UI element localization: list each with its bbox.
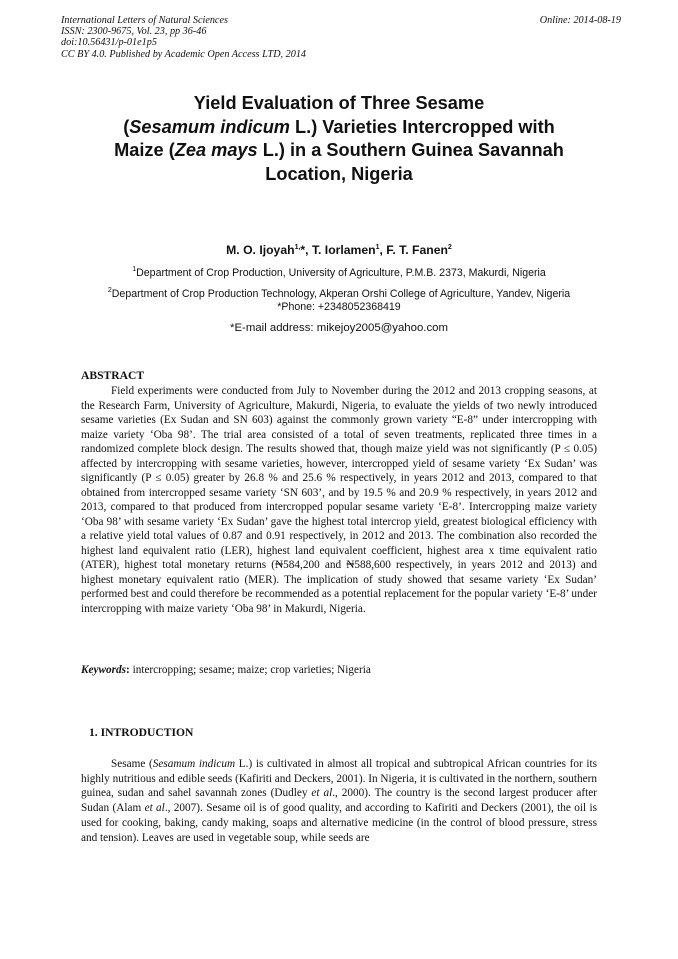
intro-text: Sesame ( <box>111 758 153 770</box>
affiliation-text: Department of Crop Production, University of Agriculture, P.M.B. 2373, Makurdi, Nigeria <box>136 267 546 279</box>
author-name: F. T. Fanen <box>386 243 448 257</box>
section-heading: 1. INTRODUCTION <box>89 726 194 739</box>
title-line-3-rest: L.) in a Southern Guinea Savannah <box>257 140 564 160</box>
online-date: Online: 2014-08-19 <box>539 15 621 26</box>
author-list <box>0 243 678 257</box>
intro-text: L.) is cultivated in almost all tropical and subtropical African countries for its highly nutritious and edible seeds (Kafiriti and Deckers, 2001). In Nigeria, it is cultivated in the northern, southern guinea, sudan and sahel savannah zones (Dudley <box>81 758 597 800</box>
title-line-2-rest: L.) Varieties Intercropped with <box>289 116 555 137</box>
author-affiliation-mark: 1, <box>294 244 301 251</box>
paper-title <box>40 92 638 186</box>
intro-text: ., 2007). Sesame oil is of good quality, and according to Kafiriti and Deckers (2001), the oil is used for cooking, baking, candy making, soaps and alternative medicine (in the control of blood pressure, stress and tension). Leaves are used in vegetable soup, while seeds are <box>81 802 597 844</box>
author-separator: , <box>305 243 312 257</box>
introduction-paragraph <box>81 757 597 845</box>
title-line-3 <box>40 139 638 163</box>
keywords-text: intercropping; sesame; maize; crop varieties; Nigeria <box>129 664 371 676</box>
intro-text: ., 2000). The country is the second largest producer after Sudan (Alam <box>81 787 597 815</box>
affiliation-mark: 1 <box>132 266 137 273</box>
title-line-3-start: Maize ( <box>114 140 175 160</box>
issn-line: ISSN: 2300-9675, Vol. 23, pp 36-46 <box>61 26 207 38</box>
title-line-2 <box>40 116 638 140</box>
species-name: Sesamum indicum <box>129 116 290 137</box>
author-affiliation-mark: 1 <box>375 244 380 251</box>
author-name: M. O. Ijoyah <box>226 243 295 257</box>
affiliation-mark: 2 <box>107 287 112 294</box>
doi-line: doi:10.56431/p-01e1p5 <box>61 37 157 49</box>
journal-header <box>61 15 621 60</box>
species-name: Zea mays <box>174 140 258 160</box>
keywords-line <box>81 664 597 676</box>
species-name: Sesamum indicum <box>152 758 236 770</box>
title-line-4: Location, Nigeria <box>265 163 413 184</box>
abstract-heading: ABSTRACT <box>81 369 145 382</box>
affiliation-2 <box>0 288 678 301</box>
author-affiliation-mark: 2 <box>447 244 452 251</box>
corresponding-mark: * <box>300 243 306 257</box>
affiliation-text: Department of Crop Production Technology, Akperan Orshi College of Agriculture, Yandev, Nigeria <box>111 288 571 300</box>
et-al: et al <box>144 802 165 815</box>
keywords-colon: : <box>126 664 130 676</box>
email-line[interactable]: *E-mail address: mikejoy2005@yahoo.com <box>230 322 448 334</box>
license-line: CC BY 4.0. Published by Academic Open Access LTD, 2014 <box>61 48 307 60</box>
et-al: et al <box>311 787 333 800</box>
journal-name: International Letters of Natural Sciences <box>61 15 228 26</box>
title-paren: ( <box>123 116 130 137</box>
keywords-label: Keywords <box>81 664 126 676</box>
phone-line: *Phone: +2348052368419 <box>277 301 401 313</box>
affiliation-1 <box>0 267 678 280</box>
author-separator: , <box>379 243 387 257</box>
author-name: T. Iorlamen <box>311 243 376 257</box>
title-line-1: Yield Evaluation of Three Sesame <box>193 93 485 113</box>
abstract-text: Field experiments were conducted from July to November during the 2012 and 2013 cropping seasons, at the Research Farm, University of Agriculture, Makurdi, Nigeria, to evaluate the yields of two newly introduced sesame varieties (Ex Sudan and SN 603) against the commonly grown variety “E-8” under intercropping with maize variety ‘Oba 98’. The trial area consisted of a total of seven treatments, replicated three times in a randomized complete block design. The results showed that, though maize yield was not significantly (P ≤ 0.05) affected by intercropping with sesame varieties, however, intercropped yield of sesame variety ‘Ex Sudan’ was significantly (P ≤ 0.05) greater by 26.8 % and 25.6 % respectively, in years 2012 and 2013, compared to that obtained from intercropped sesame variety ‘SN 603’, and by 19.5 % and 20.9 % respectively, in years 2012 and 2013, compared to that produced from intercropped popular sesame variety ‘E-8’. Intercropping maize variety ‘Oba 98’ with sesame variety ‘Ex Sudan’ gave the highest total intercrop yield, greatest biological efficiency with a relative yield total values of 0.87 and 0.91 respectively, in 2012 and 2013. The combination also recorded the highest land equivalent ratio (LER), highest land equivalent coefficient, highest area x time equivalent ratio (ATER), highest total monetary returns (₦584,200 and ₦588,600 respectively, in years 2012 and 2013) and highest monetary equivalent ratio (MER). The implication of study showed that sesame variety ‘Ex Sudan’ performed best and could therefore be recommended as a potential replacement for the popular variety ‘E-8’ under intercropping with maize variety ‘Oba 98’ in Makurdi, Nigeria. <box>81 385 597 615</box>
